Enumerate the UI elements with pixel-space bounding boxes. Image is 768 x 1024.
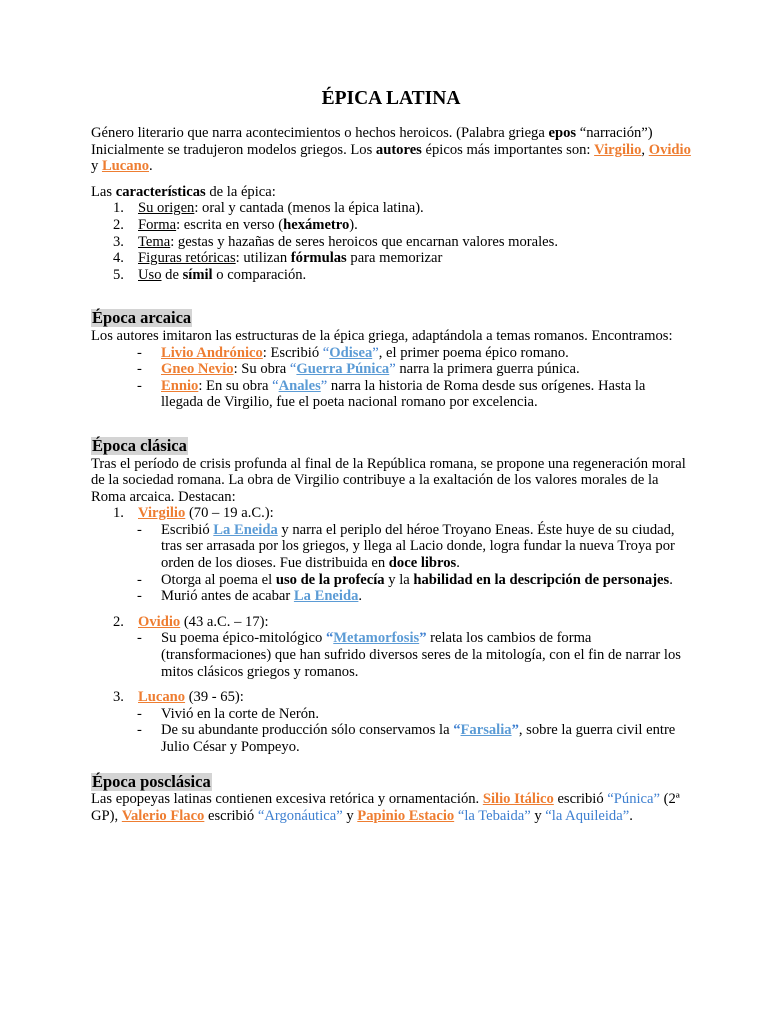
work-link[interactable]: La Eneida: [213, 521, 278, 538]
author-link[interactable]: Silio Itálico: [482, 791, 554, 808]
quote-mark: “: [322, 344, 330, 361]
work-title: “Argonáutica”: [257, 807, 343, 824]
characteristics-intro: [91, 184, 691, 201]
work-link[interactable]: Guerra Púnica: [296, 361, 390, 378]
author-link[interactable]: Papinio Estacio: [357, 807, 455, 824]
text: narra la primera guerra púnica.: [395, 361, 580, 378]
text: , sobre la guerra civil entre Julio César y Pompeyo.: [161, 722, 676, 755]
quote-mark: ”: [419, 630, 427, 647]
text: Escribió: [161, 521, 214, 538]
author-link[interactable]: Lucano: [138, 689, 186, 706]
text: ).: [349, 216, 358, 233]
author-link-ovidio[interactable]: Ovidio: [648, 141, 691, 158]
text: narra la historia de Roma desde sus orígenes. Hasta la llegada de Virgilio, fue el poeta nacional romano por excelencia.: [161, 377, 646, 411]
text: escribió: [204, 807, 258, 824]
section-text: Los autores imitaron las estructuras de la épica griega, adaptándola a temas romanos. Encontramos:: [91, 327, 673, 344]
text: y: [530, 807, 546, 824]
bold-term: epos: [548, 125, 577, 141]
list-number: 1.: [113, 505, 124, 522]
text: para memorizar: [346, 250, 443, 267]
bold-term: uso de la profecía: [275, 571, 385, 588]
authors-list: [91, 345, 691, 411]
text: relata los cambios de forma (transformaciones) que han sufrido diversos seres de la mitología, con el fin de narrar los mitos clásicos griegos y romanos.: [161, 630, 681, 680]
text: : oral y cantada (menos la épica latina).: [194, 200, 424, 217]
text: : escrita en verso (: [176, 216, 284, 233]
quote-mark: “: [272, 377, 279, 394]
list-item: [91, 217, 691, 234]
text: : Escribió: [262, 344, 323, 361]
dash-bullet: -: [137, 722, 142, 739]
text: de la épica:: [205, 183, 276, 200]
quote-mark: “: [453, 722, 461, 739]
author-dates: (70 – 19 a.C.):: [185, 505, 274, 522]
bold-term: características: [115, 183, 206, 200]
text: o comparación.: [212, 266, 307, 283]
list-item: [91, 378, 691, 411]
bold-term: doce libros: [388, 555, 457, 572]
work-link[interactable]: Odisea: [329, 344, 373, 361]
author-link[interactable]: Valerio Flaco: [121, 807, 205, 824]
author-link-virgilio[interactable]: Virgilio: [594, 141, 642, 158]
list-item: [138, 630, 691, 680]
text: y la: [384, 571, 414, 588]
classic-authors-list: [91, 505, 691, 755]
section-heading-clasica: Época clásica: [92, 435, 187, 455]
dash-bullet: -: [137, 361, 142, 378]
author-facts: [138, 706, 691, 756]
page-title: ÉPICA LATINA: [321, 88, 461, 109]
list-number: 1.: [113, 200, 124, 217]
text: Murió antes de acabar: [161, 588, 294, 605]
text: de: [161, 266, 183, 283]
text: : En su obra: [198, 377, 273, 394]
dash-bullet: -: [137, 588, 142, 605]
text: ,: [641, 141, 646, 158]
dash-bullet: -: [137, 344, 142, 361]
text: : gestas y hazañas de seres heroicos que encarnan valores morales.: [170, 233, 558, 250]
author-item-ovidio: [91, 614, 691, 680]
list-item: [138, 722, 691, 755]
author-item-virgilio: [91, 505, 691, 605]
text: : Su obra: [233, 361, 290, 378]
section-heading-posclasica: Época posclásica: [92, 771, 211, 791]
list-number: 2.: [113, 613, 124, 630]
dash-bullet: -: [137, 630, 142, 647]
section-posclasica: [91, 773, 691, 825]
section-heading-arcaica: Época arcaica: [92, 308, 192, 328]
text: “narración”) Inicialmente se tradujeron modelos griegos. Los: [91, 125, 653, 158]
author-link-lucano[interactable]: Lucano: [101, 158, 149, 175]
list-item: [138, 572, 691, 589]
characteristics-list: [91, 200, 691, 283]
text: y: [91, 158, 102, 175]
dash-bullet: -: [137, 521, 142, 538]
work-link[interactable]: Anales: [278, 377, 321, 394]
list-number: 3.: [113, 233, 124, 250]
bold-term: hexámetro: [283, 216, 350, 233]
section-text: [91, 791, 691, 824]
list-item: [138, 706, 691, 723]
text: escribió: [553, 791, 608, 808]
list-item: [138, 522, 691, 572]
author-facts: [138, 522, 691, 605]
bold-term: autores: [375, 141, 422, 158]
underlined-term: Tema: [138, 233, 171, 250]
work-link[interactable]: Farsalia: [460, 722, 512, 739]
quote-mark: ”: [511, 722, 519, 739]
list-number: 4.: [113, 250, 124, 267]
author-item-lucano: [91, 689, 691, 755]
underlined-term: Su origen: [138, 200, 195, 217]
bold-term: fórmulas: [290, 250, 347, 267]
bold-term: habilidad en la descripción de personajes: [413, 571, 670, 588]
text: épicos más importantes son:: [421, 141, 595, 158]
text: y: [342, 807, 358, 824]
text: .: [358, 588, 363, 605]
quote-mark: ”: [372, 344, 379, 361]
text: .: [456, 555, 460, 572]
dash-bullet: -: [137, 705, 142, 722]
dash-bullet: -: [137, 377, 142, 394]
intro-paragraph: [91, 125, 691, 175]
work-link[interactable]: La Eneida: [293, 588, 359, 605]
dash-bullet: -: [137, 571, 142, 588]
quote-mark: “: [325, 630, 334, 647]
list-item: [138, 588, 691, 605]
work-title: “la Aquileida”: [545, 807, 630, 824]
list-item: [91, 250, 691, 267]
list-item: [91, 234, 691, 251]
text: Su poema épico-mitológico: [161, 630, 326, 647]
work-title: “la Tebaida”: [457, 807, 531, 824]
list-item: [91, 200, 691, 217]
text: Otorga al poema el: [161, 571, 276, 588]
underlined-term: Forma: [138, 216, 177, 233]
text: Las epopeyas latinas contienen excesiva retórica y ornamentación.: [91, 791, 483, 808]
bold-term: símil: [182, 266, 213, 283]
text: .: [149, 158, 153, 175]
underlined-term: Figuras retóricas: [138, 250, 236, 267]
document-page: [91, 88, 691, 824]
text: De su abundante producción sólo conservamos la: [161, 722, 454, 739]
quote-mark: ”: [389, 361, 396, 378]
author-link[interactable]: Ovidio: [138, 613, 181, 630]
author-facts: [138, 630, 691, 680]
underlined-term: Uso: [138, 266, 162, 283]
quote-mark: “: [289, 361, 297, 378]
section-clasica: [91, 437, 691, 756]
author-link[interactable]: Livio Andrónico: [161, 344, 263, 361]
text: .: [629, 807, 633, 824]
author-link[interactable]: Gneo Nevio: [161, 361, 234, 378]
section-arcaica: [91, 309, 691, 411]
quote-mark: ”: [320, 377, 328, 394]
author-dates: (39 - 65):: [185, 689, 244, 706]
list-number: 2.: [113, 216, 124, 233]
list-item: [91, 267, 691, 284]
text: : utilizan: [235, 250, 291, 267]
work-link[interactable]: Metamorfosis: [333, 630, 420, 647]
list-number: 5.: [113, 266, 124, 283]
section-text: Tras el período de crisis profunda al final de la República romana, se propone una regeneración moral de la sociedad romana. La obra de Virgilio contribuye a la exaltación de los valores morales de la Roma arcaica. Destacan:: [91, 455, 686, 505]
text: (2ª GP),: [91, 791, 680, 824]
text: Género literario que narra acontecimientos o hechos heroicos. (Palabra griega: [91, 125, 549, 141]
list-item: [91, 361, 691, 378]
author-link[interactable]: Ennio: [161, 377, 199, 394]
list-number: 3.: [113, 689, 124, 706]
author-link[interactable]: Virgilio: [138, 505, 186, 522]
work-title: “Púnica”: [607, 791, 660, 808]
list-item: [91, 345, 691, 362]
text: y narra el periplo del héroe Troyano Eneas. Éste huye de su ciudad, tras ser arrasada por los griegos, y llega al Lacio donde, logra fundar la nueva Troya por orden de los dioses. Fue distribuida en: [161, 521, 675, 572]
text: Las: [91, 183, 116, 200]
author-dates: (43 a.C. – 17):: [180, 613, 269, 630]
text: .: [669, 571, 673, 588]
text: , el primer poema épico romano.: [378, 344, 569, 361]
text: Vivió en la corte de Nerón.: [161, 705, 319, 722]
